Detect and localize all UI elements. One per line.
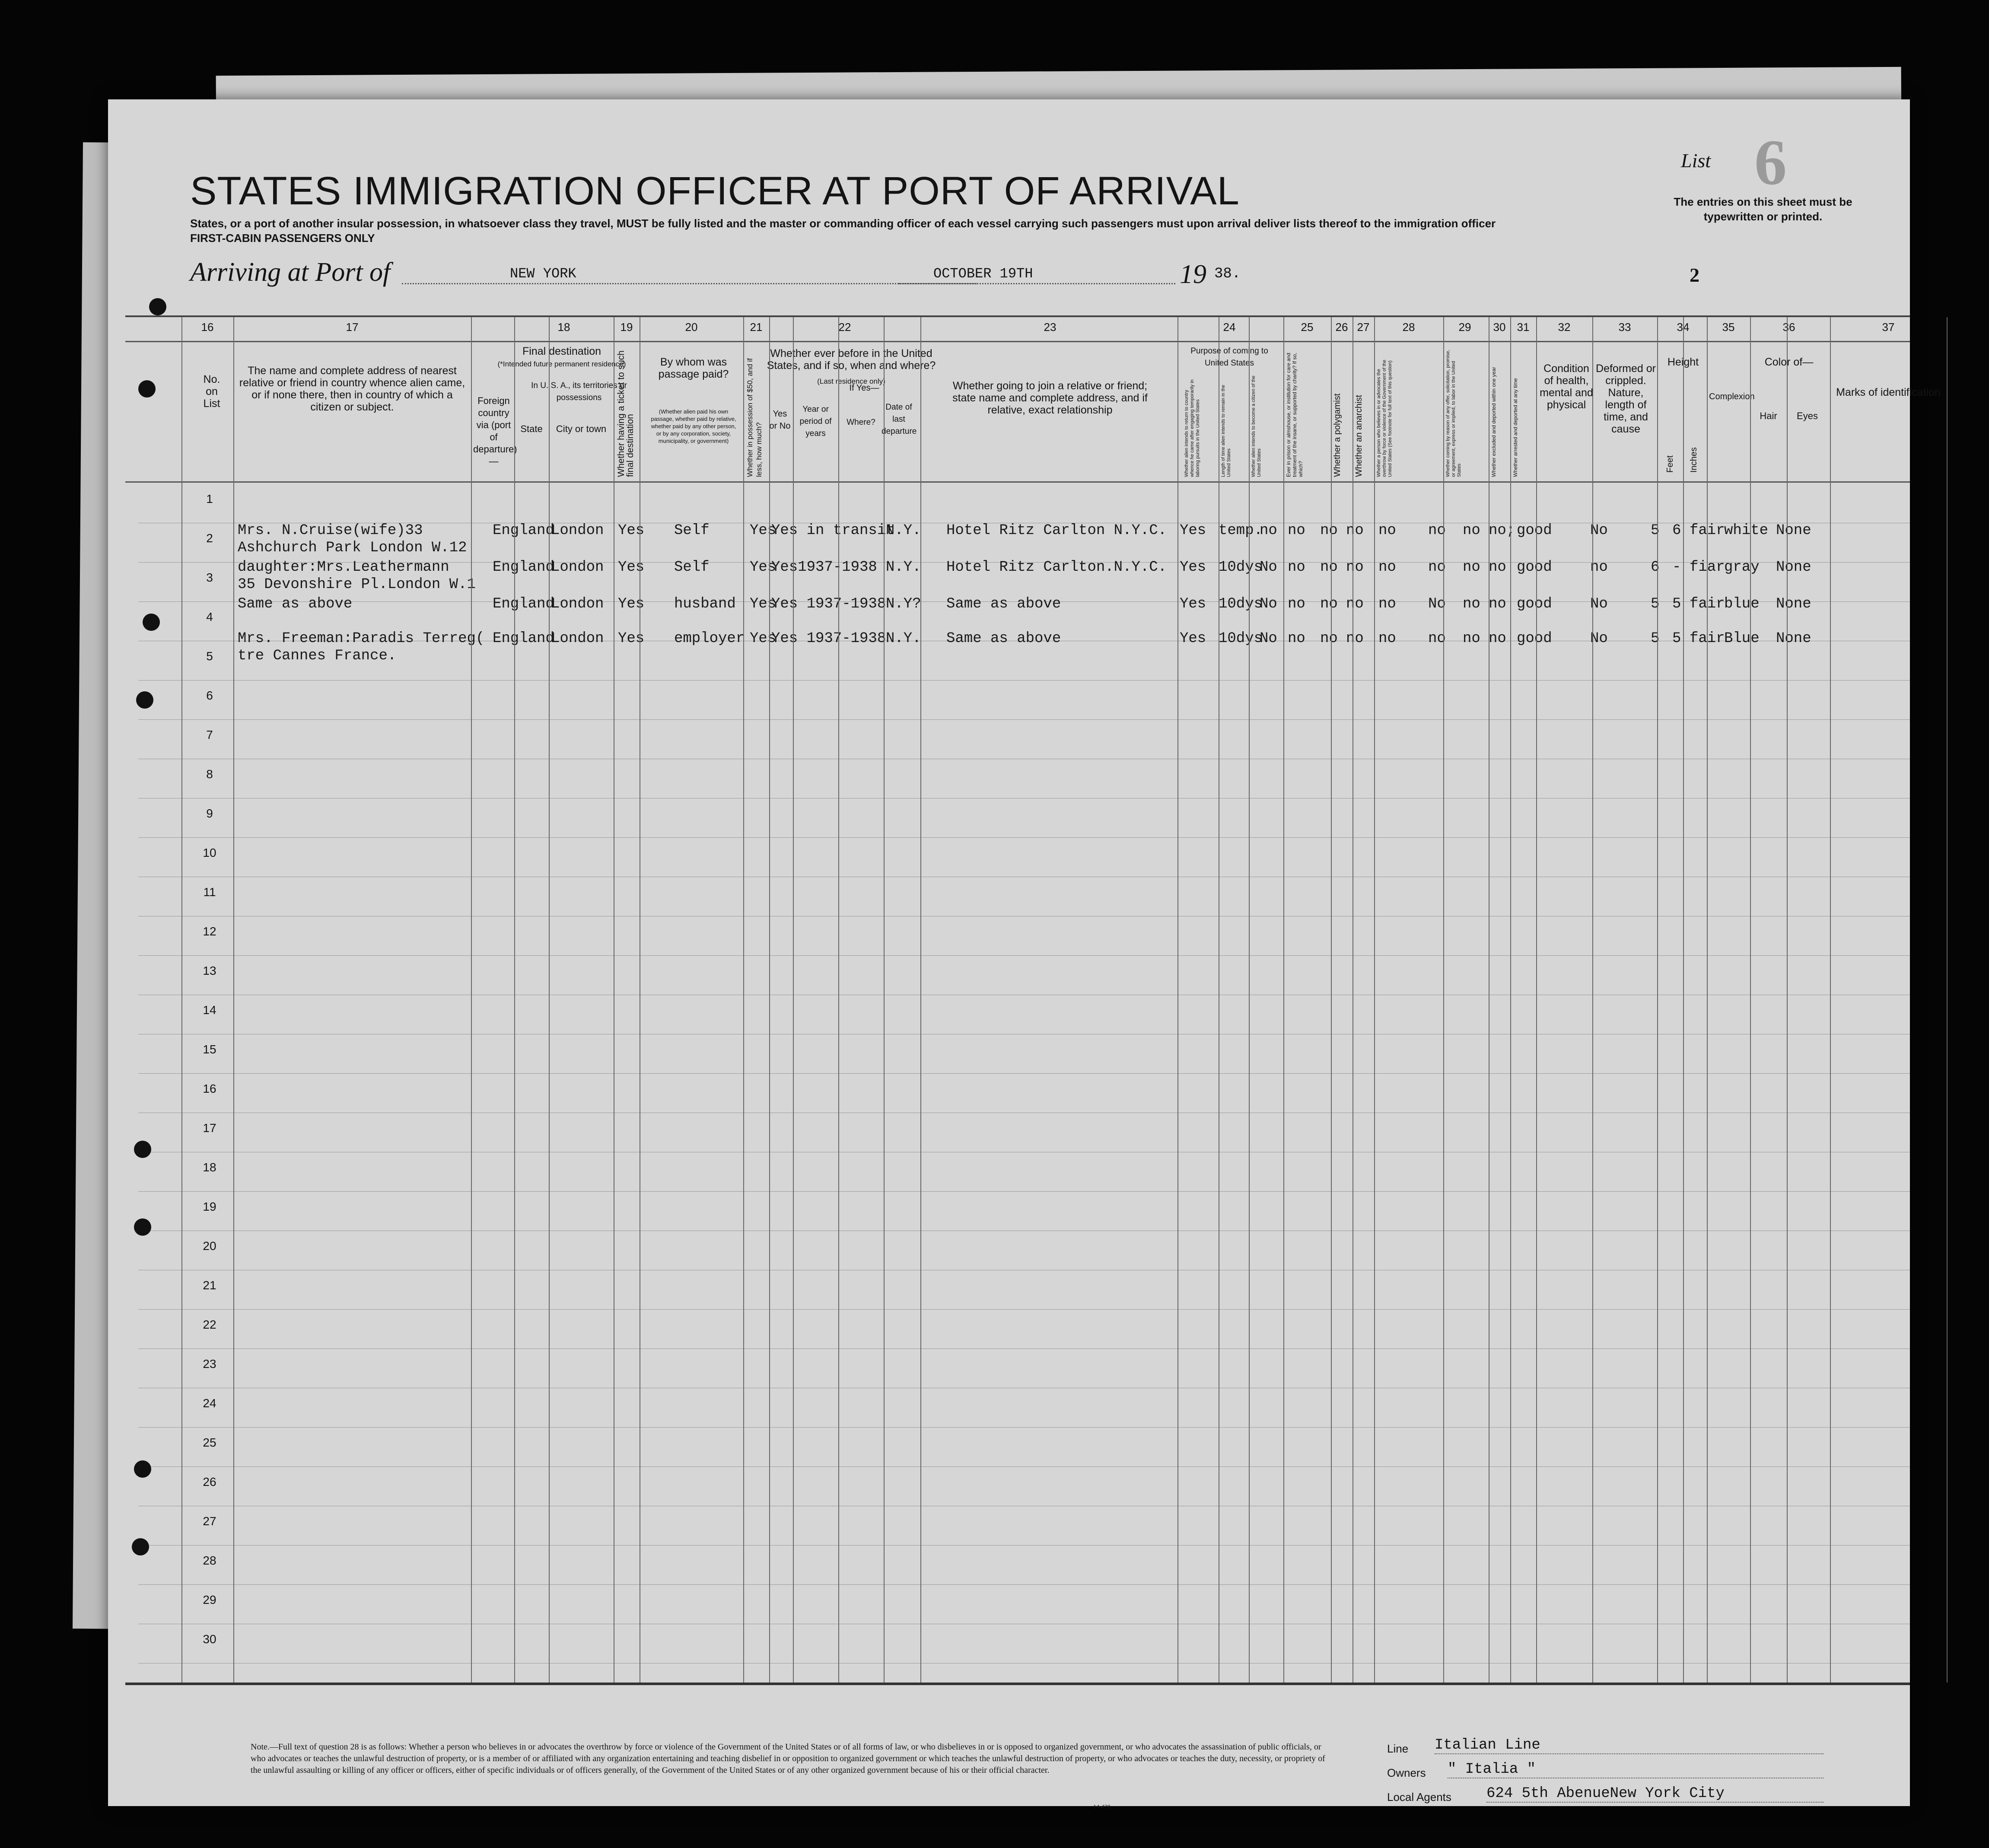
column-divider: [920, 317, 921, 1683]
entry-c30: no: [1463, 522, 1480, 539]
column-divider: [1443, 317, 1444, 1683]
entry-c25: no: [1288, 596, 1305, 612]
entry-c31: no: [1489, 559, 1506, 576]
entry-paid: Self: [674, 559, 710, 576]
column-number: 32: [1558, 321, 1571, 334]
hdr-col29: Whether coming by reason of any offer, solicitation, promise, or agreement, express or implied, to labor in the United States: [1445, 350, 1462, 477]
column-divider: [549, 317, 550, 1683]
column-number: 19: [620, 321, 633, 334]
entry-join: Hotel Ritz Carlton N.Y.C.: [946, 522, 1167, 539]
entry-health: good: [1517, 630, 1552, 647]
entry-deformed: No: [1590, 596, 1608, 612]
entry-city: London: [551, 522, 604, 539]
entry-c26: no: [1320, 630, 1338, 647]
entry-ticket: Yes: [618, 522, 645, 539]
entry-citizen: No: [1260, 559, 1277, 576]
hdr-col21: Whether in possession of $50, and if less, how much?: [746, 358, 763, 477]
entry-length: 10dys: [1219, 596, 1263, 612]
hdr-col22-title: Whether ever before in the United States, and if so, when and where?: [767, 347, 936, 372]
column-divider: [471, 317, 472, 1683]
entry-before: Yes in transit: [771, 522, 895, 539]
entry-c26: no: [1320, 522, 1338, 539]
entry-paid: husband: [674, 596, 736, 612]
row-line: [138, 1545, 1910, 1546]
agents-row: [1387, 1785, 1862, 1810]
entry-complexion: fair: [1690, 522, 1725, 539]
row-number: 20: [203, 1239, 216, 1253]
column-divider: [1331, 317, 1332, 1683]
row-line: [138, 719, 1910, 720]
row-number: 15: [203, 1043, 216, 1056]
hdr-col18-state: State: [520, 423, 543, 434]
entry-address: tre Cannes France.: [238, 648, 397, 664]
row-number: 21: [203, 1279, 216, 1292]
hdr-col24-a: Whether alien intends to return to country whence he came after engaging temporarily in laboring pursuits in the United States: [1184, 379, 1200, 477]
hdr-col18-foreign: Foreign country via (port of departure)—: [473, 395, 517, 467]
column-number: 16: [201, 321, 214, 334]
column-divider: [769, 317, 770, 1683]
hdr-col25: Ever in prison or almshouse, or institution for care and treatment of the insane, or supported by charity? If so, which?: [1286, 353, 1304, 477]
entry-c28: no: [1378, 630, 1396, 647]
entry-deformed: no: [1590, 559, 1608, 576]
entry-where: N.Y.: [886, 522, 921, 539]
hdr-col23: Whether going to join a relative or friend; state name and complete address, and if relative, exact relationship: [952, 380, 1148, 416]
hdr-col33: Deformed or crippled. Nature, length of time, and cause: [1596, 363, 1656, 435]
entry-citizen: no: [1260, 522, 1277, 539]
row-number: 13: [203, 964, 216, 977]
row-number: 17: [203, 1121, 216, 1135]
entry-citizen: No: [1260, 630, 1277, 647]
entry-city: London: [551, 559, 604, 576]
column-number: 36: [1782, 321, 1795, 334]
list-label: List: [1681, 149, 1711, 172]
entry-c31: no: [1489, 630, 1506, 647]
entry-c29: no: [1428, 630, 1446, 647]
row-number: 30: [203, 1632, 216, 1646]
entry-join: Same as above: [946, 630, 1061, 647]
list-note: The entries on this sheet must be typewritten or printed.: [1674, 195, 1852, 223]
subtitle-line-1: States, or a port of another insular possession, in whatsoever class they travel, MUST be fully listed and the master or commanding officer of each vessel carrying such passengers must upon arrival deliver lists thereof to the immigration officer: [190, 217, 1496, 230]
entry-foreign: England: [493, 596, 554, 612]
column-number: 18: [557, 321, 570, 334]
row-number: 16: [203, 1082, 216, 1095]
column-number: 28: [1402, 321, 1415, 334]
entry-l1: Mrs. N.Cruise(wife)33: [238, 522, 423, 539]
entry-citizen: No: [1260, 596, 1277, 612]
column-divider: [743, 317, 744, 1683]
entry-where: N.Y?: [886, 596, 921, 612]
entry-hair: Blue: [1724, 630, 1760, 647]
column-divider: [1830, 317, 1831, 1683]
entry-c30: no: [1463, 596, 1480, 612]
column-divider: [1787, 317, 1788, 1683]
hdr-col31: Whether arrested and deported at any time: [1512, 378, 1518, 477]
column-number: 34: [1677, 321, 1690, 334]
hdr-col35: Complexion: [1709, 392, 1755, 401]
entry-complexion: fiar: [1690, 559, 1725, 576]
column-number: 17: [346, 321, 359, 334]
hdr-col18-usa: In U. S. A., its territories or possessions: [531, 381, 627, 402]
entry-c27: no: [1346, 630, 1364, 647]
entry-l1: Mrs. Freeman:Paradis Terreg(: [238, 630, 485, 647]
row-number: 1: [206, 492, 213, 506]
row-number: 27: [203, 1514, 216, 1528]
entry-c30: no: [1463, 559, 1480, 576]
entry-feet: 5: [1651, 630, 1660, 647]
header-divider: [125, 481, 1910, 483]
entry-foreign: England: [493, 630, 554, 647]
column-divider: [1592, 317, 1593, 1683]
hdr-col36-eyes: Eyes: [1797, 410, 1818, 421]
row-number: 8: [206, 767, 213, 781]
column-divider: [793, 317, 794, 1683]
column-number: 22: [838, 321, 851, 334]
entry-l1: daughter:Mrs.Leathermann: [238, 559, 449, 576]
row-number: 12: [203, 925, 216, 938]
entry-c25: no: [1288, 630, 1305, 647]
row-number: 7: [206, 728, 213, 741]
hdr-col34-feet: Feet: [1665, 455, 1675, 473]
hdr-col22-year: Year or period of years: [799, 405, 832, 438]
hdr-col34-inches: Inches: [1689, 447, 1699, 473]
column-divider: [1510, 317, 1511, 1683]
row-number: 24: [203, 1396, 216, 1410]
entry-c28: no: [1378, 559, 1396, 576]
entry-marks: None: [1776, 630, 1811, 647]
hdr-col30: Whether excluded and deported within one year: [1491, 367, 1497, 477]
column-number-row: [125, 317, 1910, 342]
hdr-col22-where: Where?: [847, 418, 875, 427]
punch-hole: [132, 1538, 149, 1555]
entry-c30: no: [1463, 630, 1480, 647]
entry-inches: 6: [1672, 522, 1681, 539]
entry-c27: no: [1346, 596, 1364, 612]
hdr-col20-title: By whom was passage paid?: [658, 356, 729, 380]
entry-hair: white: [1724, 522, 1769, 539]
column-divider: [1947, 317, 1948, 1683]
entry-hair: blue: [1724, 596, 1760, 612]
entry-feet: 5: [1651, 522, 1660, 539]
entry-city: London: [551, 630, 604, 647]
entry-c31: no;: [1489, 522, 1515, 539]
entry-marks: None: [1776, 559, 1811, 576]
column-divider: [233, 317, 234, 1683]
row-number: 4: [206, 610, 213, 623]
row-number: 6: [206, 689, 213, 702]
entry-inches: 5: [1672, 596, 1681, 612]
manifest-table: [125, 315, 1941, 1685]
column-divider: [838, 317, 839, 1683]
row-line: [138, 1309, 1910, 1310]
arrival-date: OCTOBER 19TH: [933, 266, 1033, 282]
column-divider: [1683, 317, 1684, 1683]
column-divider: [1536, 317, 1537, 1683]
hdr-col22-sub: (Last residence only): [817, 377, 885, 385]
entry-foreign: England: [493, 522, 554, 539]
hdr-no-on-list: No. on List: [203, 373, 220, 410]
row-line: [138, 1427, 1910, 1428]
row-number: 2: [206, 531, 213, 545]
entry-c29: no: [1428, 522, 1446, 539]
entry-feet: 5: [1651, 596, 1660, 612]
row-number: 18: [203, 1161, 216, 1174]
entry-marks: None: [1776, 596, 1811, 612]
entry-inches: 5: [1672, 630, 1681, 647]
arriving-label: Arriving at Port of: [190, 258, 391, 287]
column-divider: [1750, 317, 1751, 1683]
entry-fifty: Yes: [750, 522, 777, 539]
punch-hole: [143, 614, 160, 631]
entry-address: 35 Devonshire Pl.London W.1: [238, 576, 476, 593]
arrival-year-prefix: 19: [1180, 260, 1206, 289]
row-line: [138, 955, 1910, 956]
entry-hair: gray: [1724, 559, 1760, 576]
list-number-box: [1646, 127, 1871, 233]
row-line: [138, 1466, 1910, 1467]
hdr-col18-title: Final destination: [522, 345, 601, 357]
vessel-info: [1387, 1737, 1862, 1810]
column-number: 21: [750, 321, 763, 334]
row-line: [138, 837, 1910, 838]
hdr-col19: Whether having a ticket to such final destination: [616, 350, 635, 477]
punch-hole: [138, 380, 156, 398]
column-number: 31: [1517, 321, 1530, 334]
row-number: 10: [203, 846, 216, 859]
entry-ticket: Yes: [618, 630, 645, 647]
punch-hole: [134, 1141, 151, 1158]
entry-where: N.Y.: [886, 630, 921, 647]
entry-purpose: Yes: [1180, 522, 1206, 539]
column-number: 20: [685, 321, 698, 334]
entry-fifty: Yes: [750, 596, 777, 612]
entry-join: Hotel Ritz Carlton.N.Y.C.: [946, 559, 1167, 576]
row-line: [138, 1663, 1910, 1664]
manifest-page: [108, 99, 1941, 1810]
punch-hole: [134, 1218, 151, 1236]
column-number: 37: [1882, 321, 1895, 334]
entry-join: Same as above: [946, 596, 1061, 612]
entry-feet: 6: [1651, 559, 1660, 576]
entry-before: Yes 1937-1938: [771, 630, 886, 647]
entry-length: 10dys: [1219, 630, 1263, 647]
column-divider: [1657, 317, 1658, 1683]
column-number: 27: [1357, 321, 1370, 334]
entry-ticket: Yes: [618, 596, 645, 612]
line-label: Line: [1387, 1742, 1409, 1755]
page-title: STATES IMMIGRATION OFFICER AT PORT OF ARRIVAL: [190, 169, 1240, 213]
entry-c31: no: [1489, 596, 1506, 612]
punch-hole: [134, 1460, 151, 1478]
entry-length: 10dys: [1219, 559, 1263, 576]
owners-value: " Italia ": [1448, 1761, 1824, 1778]
entry-complexion: fair: [1690, 596, 1725, 612]
arrival-year-suffix: 38.: [1214, 266, 1241, 282]
entry-address: Ashchurch Park London W.12: [238, 540, 467, 556]
column-divider: [1283, 317, 1284, 1683]
row-number: 14: [203, 1003, 216, 1017]
hdr-col36-title: Color of—: [1764, 356, 1814, 368]
entry-c25: no: [1288, 522, 1305, 539]
hdr-col36-hair: Hair: [1760, 410, 1777, 421]
entry-before: Yes 1937-1938: [771, 596, 886, 612]
subtitle-line-2: FIRST-CABIN PASSENGERS ONLY: [190, 232, 375, 245]
column-divider: [1374, 317, 1375, 1683]
entry-foreign: England: [493, 559, 554, 576]
agents-label: Local Agents: [1387, 1791, 1451, 1803]
hdr-col27: Whether an anarchist: [1354, 394, 1364, 477]
row-number: 26: [203, 1475, 216, 1489]
row-number: 9: [206, 807, 213, 820]
hdr-col24-title: Purpose of coming to United States: [1190, 347, 1268, 368]
entry-c25: no: [1288, 559, 1305, 576]
entry-city: London: [551, 596, 604, 612]
column-divider: [514, 317, 515, 1683]
row-number: 5: [206, 649, 213, 663]
port-dotline: [402, 283, 977, 284]
owners-row: [1387, 1761, 1862, 1785]
row-line: [138, 1073, 1910, 1074]
row-line: [138, 1191, 1910, 1192]
row-number: 22: [203, 1318, 216, 1331]
entry-deformed: No: [1590, 522, 1608, 539]
entry-c26: no: [1320, 596, 1338, 612]
row-line: [138, 1584, 1910, 1585]
entry-c28: no: [1378, 596, 1396, 612]
entry-c27: no: [1346, 522, 1364, 539]
hdr-col34-title: Height: [1667, 356, 1699, 368]
column-number: 33: [1618, 321, 1631, 334]
row-number: 29: [203, 1593, 216, 1606]
row-number: 23: [203, 1357, 216, 1371]
column-number: 29: [1458, 321, 1471, 334]
column-divider: [1707, 317, 1708, 1683]
page-mark: 2: [1690, 264, 1699, 286]
entry-health: good: [1517, 596, 1552, 612]
row-number: 11: [203, 885, 216, 899]
hdr-col18-city: City or town: [556, 423, 607, 434]
hdr-col24-b: Length of time alien intends to remain in the United States: [1221, 385, 1232, 477]
hdr-col32: Condition of health, mental and physical: [1540, 363, 1593, 411]
column-number: 30: [1493, 321, 1506, 334]
hdr-col37: Marks of identification: [1836, 386, 1941, 398]
row-number: 25: [203, 1436, 216, 1449]
column-divider: [1177, 317, 1178, 1683]
line-row: [1387, 1737, 1862, 1761]
entry-purpose: Yes: [1180, 596, 1206, 612]
entry-marks: None: [1776, 522, 1811, 539]
entry-where: N.Y.: [886, 559, 921, 576]
hdr-col17: The name and complete address of nearest relative or friend in country whence alien came, or if none there, then in country of which a citizen or subject.: [239, 365, 465, 413]
footnote: Note.—Full text of question 28 is as follows: Whether a person who believes in or advocates the overthrow by force or violence of the Government of the United States or of all forms of law, or who disbelieves in or is opposed to organized government, or who advocates the assassination of public officials, or who advocates or teaches the unlawful destruction of property, or is a member of or affiliated with any organization entertaining and teaching disbelief in or opposition to organized government or which teaches the unlawful destruction of property, or who advocates or teaches the duty, necessity, or propriety of the unlawful assaulting or killing of any officer or officers, either of specific individuals or of officers generally, of the Government of the United States or of any other organized government because of his or their official character.: [251, 1742, 1325, 1775]
entry-c29: No: [1428, 596, 1446, 612]
column-number: 24: [1223, 321, 1236, 334]
punch-hole: [149, 298, 166, 315]
entry-before: Yes1937-1938: [771, 559, 877, 576]
line-value: Italian Line: [1435, 1737, 1824, 1754]
entry-c28: no: [1378, 522, 1396, 539]
entry-fifty: Yes: [750, 630, 777, 647]
hdr-col22-date: Date of last departure: [882, 403, 917, 436]
entry-paid: employer: [674, 630, 745, 647]
column-number: 26: [1335, 321, 1348, 334]
hdr-col20-sub: (Whether alien paid his own passage, whether paid by relative, whether paid by any other person, or by any corporation, society, municipality, or government): [651, 408, 736, 444]
entry-paid: Self: [674, 522, 710, 539]
entry-purpose: Yes: [1180, 559, 1206, 576]
arrival-port: NEW YORK: [510, 266, 576, 282]
page-subtitle: [190, 216, 1681, 245]
hdr-col22-yesno: Yes or No: [769, 409, 791, 431]
entry-inches: -: [1672, 559, 1681, 576]
row-number: 3: [206, 571, 213, 584]
entry-ticket: Yes: [618, 559, 645, 576]
column-divider: [181, 317, 182, 1683]
entry-deformed: No: [1590, 630, 1608, 647]
hdr-col24-c: Whether alien intends to become a citizen of the United States: [1251, 375, 1262, 477]
hdr-col28: Whether a person who believes in or advocates the overthrow by force or violence of the Government of the United States (See footnote for full text of this question): [1376, 359, 1393, 477]
entry-c26: no: [1320, 559, 1338, 576]
entry-health: good: [1517, 559, 1552, 576]
list-number: 6: [1754, 127, 1787, 198]
hdr-col22-ifyes: If Yes—: [849, 383, 879, 393]
row-line: [138, 680, 1910, 681]
column-divider: [884, 317, 885, 1683]
column-number: 25: [1301, 321, 1314, 334]
owners-label: Owners: [1387, 1766, 1426, 1779]
punch-hole: [136, 691, 153, 709]
entry-health: good: [1517, 522, 1552, 539]
column-number: 23: [1044, 321, 1057, 334]
form-code: 14-430: [1093, 1804, 1111, 1810]
agents-value: 624 5th AbenueNew York City: [1486, 1785, 1824, 1803]
hdr-col18-sub: (*Intended future permanent residence): [497, 360, 626, 368]
row-number: 19: [203, 1200, 216, 1213]
column-number: 35: [1722, 321, 1735, 334]
date-dotline: [899, 283, 1175, 284]
column-divider: [1249, 317, 1250, 1683]
entry-c29: no: [1428, 559, 1446, 576]
entry-complexion: fair: [1690, 630, 1725, 647]
entry-length: temp.: [1219, 522, 1263, 539]
entry-fifty: Yes: [750, 559, 777, 576]
row-number: 28: [203, 1554, 216, 1567]
entry-purpose: Yes: [1180, 630, 1206, 647]
hdr-col26: Whether a polygamist: [1333, 393, 1342, 477]
entry-l1: Same as above: [238, 596, 353, 612]
entry-c27: no: [1346, 559, 1364, 576]
